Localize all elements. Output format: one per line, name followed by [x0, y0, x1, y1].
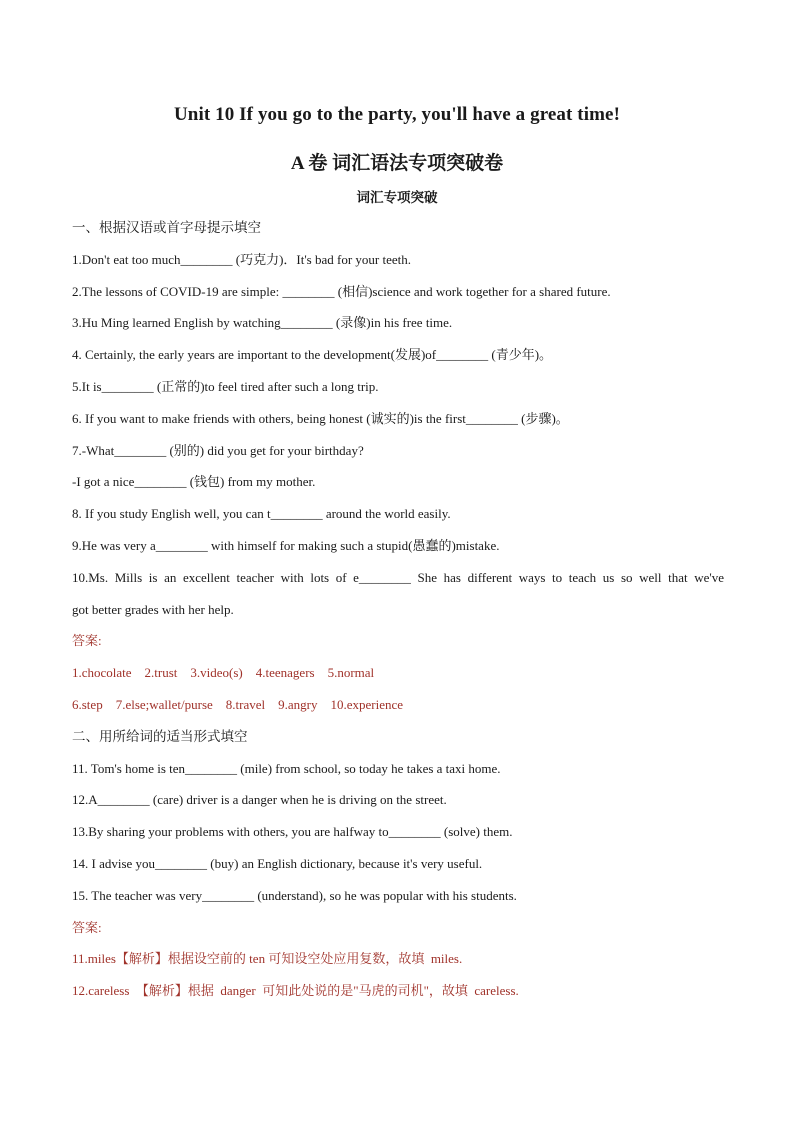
question-line: 15. The teacher was very________ (understand), so he was popular with his students.	[72, 887, 517, 903]
part2-heading: 二、用所给词的适当形式填空	[72, 728, 248, 744]
paper-subtitle: A 卷 词汇语法专项突破卷	[290, 153, 504, 174]
question-line: 1.Don't eat too much________ (巧克力)．It's bad for your teeth.	[72, 251, 412, 267]
question-line: 11. Tom's home is ten________ (mile) from school, so today he takes a taxi home.	[72, 760, 501, 776]
question-line: 10.Ms. Mills is an excellent teacher with lots of e________ She has different ways to teach us so well that we've	[72, 569, 724, 585]
content	[72, 212, 724, 1007]
answer-line: 11.miles【解析】根据设空前的 ten 可知设空处应用复数，故填 miles.	[72, 951, 463, 967]
answer-line: 6.step 7.else;wallet/purse 8.travel 9.angry 10.experience	[72, 696, 404, 712]
question-line: 7.-What________ (别的) did you get for your birthday?	[72, 442, 364, 458]
section-title: 词汇专项突破	[356, 190, 438, 205]
question-line: 6. If you want to make friends with others, being honest (诚实的)is the first________ (步骤)。	[72, 410, 569, 426]
unit-title: Unit 10 If you go to the party, you'll have a great time!	[173, 104, 620, 125]
answer-line: 1.chocolate 2.trust 3.video(s) 4.teenagers 5.normal	[72, 665, 375, 681]
question-line: 4. Certainly, the early years are important to the development(发展)of________ (青少年)。	[72, 347, 553, 363]
question-line: 3.Hu Ming learned English by watching________ (录像)in his free time.	[72, 315, 453, 331]
question-line: got better grades with her help.	[72, 601, 234, 617]
question-line: 13.By sharing your problems with others, you are halfway to________ (solve) them.	[72, 824, 513, 840]
question-line: -I got a nice________ (钱包) from my mother.	[72, 474, 316, 490]
question-line: 9.He was very a________ with himself for making such a stupid(愚蠢的)mistake.	[72, 537, 500, 553]
question-line: 12.A________ (care) driver is a danger when he is driving on the street.	[72, 792, 447, 808]
answer-label: 答案:	[72, 633, 102, 649]
question-line: 14. I advise you________ (buy) an English dictionary, because it's very useful.	[72, 855, 483, 871]
part1-heading: 一、根据汉语或首字母提示填空	[72, 220, 261, 235]
question-line: 5.It is________ (正常的)to feel tired after such a long trip.	[72, 378, 379, 394]
question-line: 8. If you study English well, you can t________ around the world easily.	[72, 506, 451, 522]
answer-line: 12.careless 【解析】根据 danger 可知此处说的是"马虎的司机"，故填 careless.	[72, 983, 519, 999]
answer-label: 答案:	[72, 919, 102, 935]
question-line: 2.The lessons of COVID-19 are simple: ________ (相信)science and work together for a shared future.	[72, 283, 611, 299]
